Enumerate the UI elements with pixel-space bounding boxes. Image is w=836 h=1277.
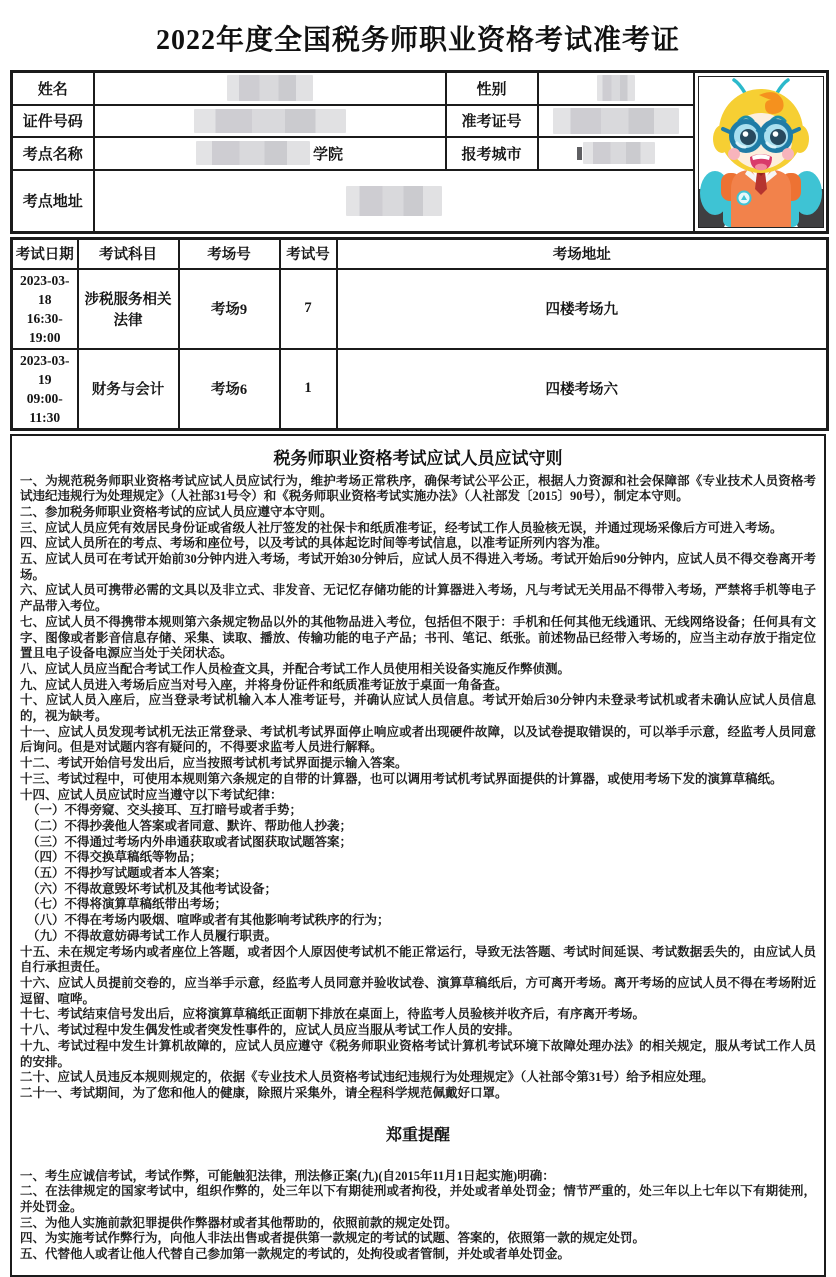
site-name-label: 考点名称: [12, 137, 94, 170]
redaction-blur: [196, 141, 310, 165]
ticket-number-value-redacted: [538, 105, 694, 138]
exam-seat-cell: 1: [280, 349, 337, 430]
schedule-header-row: [12, 239, 828, 269]
ticket-number-label: 准考证号: [446, 105, 538, 138]
redaction-blur: [227, 75, 313, 101]
exam-room-address-header: 考场地址: [337, 239, 828, 269]
city-label: 报考城市: [446, 137, 538, 170]
rule-item: 二十、应试人员违反本规则规定的，依据《专业技术人员资格考试违纪违规行为处理规定》（人社部令第31号）给予相应处理。: [20, 1070, 714, 1085]
site-name-suffix: 学院: [312, 146, 343, 163]
candidate-photo: [698, 76, 824, 228]
name-value-redacted: [94, 72, 446, 105]
rule-item: 十五、未在规定考场内或者座位上答题，或者因个人原因使考试机不能正常运行，导致无法答题、考试时间延误、考试数据丢失的，由应试人员自行承担责任。: [20, 944, 816, 975]
reminder-item: 一、考生应诚信考试，考试作弊，可能触犯法律，刑法修正案(九)(自2015年11月1日起实施)明确：: [20, 1168, 555, 1183]
site-name-value: [94, 137, 446, 170]
rules-section: [10, 434, 826, 1277]
rule-item: （四）不得交换草稿纸等物品；: [27, 850, 203, 865]
rule-item: 十、应试人员入座后，应当登录考试机输入本人准考证号，并确认应试人员信息。考试开始后30分钟内未登录考试机或者未确认应试人员信息的，视为缺考。: [20, 693, 816, 724]
rule-item: （八）不得在考场内吸烟、喧哗或者有其他影响考试秩序的行为；: [27, 913, 390, 928]
reminder-item: 五、代替他人或者让他人代替自己参加第一款规定的考试的，处拘役或者管制，并处或者单处罚金。: [20, 1247, 571, 1262]
site-address-label: 考点地址: [12, 170, 94, 233]
name-label: 姓名: [12, 72, 94, 105]
rule-item: 十八、考试过程中发生偶发性或者突发性事件的，应试人员应当服从考试工作人员的安排。: [20, 1023, 521, 1038]
rule-item: 十七、考试结束信号发出后，应将演算草稿纸正面朝下排放在桌面上，待监考人员验核并收齐后，有序离开考场。: [20, 1007, 646, 1022]
exam-room-cell: 考场6: [179, 349, 280, 430]
exam-room-header: 考场号: [179, 239, 280, 269]
schedule-row: [12, 349, 828, 430]
rule-item: （六）不得故意毁坏考试机及其他考试设备；: [27, 881, 278, 896]
redaction-blur: [553, 108, 679, 134]
reminder-item: 三、为他人实施前款犯罪提供作弊器材或者其他帮助的，依照前款的规定处罚。: [20, 1215, 458, 1230]
rule-item: 二十一、考试期间，为了您和他人的健康，除照片采集外，请全程科学规范佩戴好口罩。: [20, 1085, 508, 1100]
exam-seat-header: 考试号: [280, 239, 337, 269]
rule-item: （九）不得故意妨碍考试工作人员履行职责。: [27, 928, 278, 943]
rule-item: （五）不得抄写试题或者本人答案；: [27, 866, 228, 881]
redaction-blur: [194, 109, 346, 133]
rule-item: 三、应试人员应凭有效居民身份证或省级人社厅签发的社保卡和纸质准考证，经考试工作人员验核无误，并通过现场采像后方可进入考场。: [20, 520, 783, 535]
rule-item: 十六、应试人员提前交卷的，应当举手示意，经监考人员同意并验收试卷、演算草稿纸后，方可离开考场。离开考场的应试人员不得在考场附近逗留、喧哗。: [20, 976, 816, 1006]
rule-item: 十三、考试过程中，可使用本规则第六条规定的自带的计算器，也可以调用考试机考试界面提供的计算器，或使用考场下发的演算草稿纸。: [20, 771, 783, 786]
exam-date-cell: 2023-03-19 09:00-11:30: [12, 349, 78, 430]
rule-item: 七、应试人员不得携带本规则第六条规定物品以外的其他物品进入考位，包括但不限于：手机和任何其他无线通讯、无线网络设备；任何具有文字、图像或者影音信息存储、采集、读取、播放、传输功能的电子产品；书刊、笔记、纸张。前述物品已经带入考场的，应当主动存放于指定位置且电子设备电源应当处于关闭状态。: [20, 614, 816, 661]
reminder-heading: 郑重提醒: [385, 1126, 450, 1144]
rule-item: 六、应试人员可携带必需的文具以及非立式、非发音、无记忆存储功能的计算器进入考场，凡与考试无关用品不得带入考场，严禁将手机等电子产品带入考位。: [20, 583, 816, 614]
rule-item: 十四、应试人员应试时应当遵守以下考试纪律：: [20, 787, 283, 802]
exam-seat-cell: 7: [280, 269, 337, 349]
exam-room-address-cell: 四楼考场六: [337, 349, 828, 430]
exam-date-header: 考试日期: [12, 239, 78, 269]
rule-item: （二）不得抄袭他人答案或者同意、默许、帮助他人抄袭；: [27, 818, 353, 833]
id-number-label: 证件号码: [12, 105, 94, 138]
schedule-row: [12, 269, 828, 349]
partial-character-fragment: [577, 147, 582, 160]
rule-item: 四、应试人员所在的考点、考场和座位号，以及考试的具体起讫时间等考试信息，以准考证所列内容为准。: [20, 536, 608, 551]
candidate-info-table: [10, 70, 829, 234]
exam-subject-header: 考试科目: [78, 239, 179, 269]
rule-item: 八、应试人员应当配合考试工作人员检查文具，并配合考试工作人员使用相关设备实施反作弊侦测。: [20, 661, 571, 676]
rules-text: [20, 474, 816, 1102]
rule-item: （三）不得通过考场内外串通获取或者试图获取试题答案；: [27, 834, 353, 849]
redaction-blur: [346, 186, 442, 216]
rule-item: （七）不得将演算草稿纸带出考场；: [27, 897, 228, 912]
gender-label: 性别: [446, 72, 538, 105]
reminder-text: [20, 1169, 816, 1263]
rule-item: 十二、考试开始信号发出后，应当按照考试机考试界面提示输入答案。: [20, 756, 408, 771]
candidate-photo-cell: [694, 72, 828, 233]
rules-heading: 税务师职业资格考试应试人员应试守则: [273, 448, 563, 468]
gender-value-redacted: [538, 72, 694, 105]
exam-schedule-table: [10, 237, 829, 431]
rule-item: 一、为规范税务师职业资格考试应试人员应试行为，维护考场正常秩序，确保考试公平公正，根据人力资源和社会保障部《专业技术人员资格考试违纪违规行为处理规定》（人社部31号令）和《税务师职业资格考试实施办法》（人社部发〔2015〕90号），制定本守则。: [20, 473, 816, 504]
bee-avatar-illustration: [699, 77, 823, 227]
reminder-item: 二、在法律规定的国家考试中，组织作弊的，处三年以下有期徒刑或者拘役，并处或者单处罚金；情节严重的，处三年以上七年以下有期徒刑，并处罚金。: [20, 1184, 816, 1215]
id-number-value-redacted: [94, 105, 446, 138]
exam-room-address-cell: 四楼考场九: [337, 269, 828, 349]
exam-date-cell: 2023-03-18 16:30-19:00: [12, 269, 78, 349]
reminder-item: 四、为实施考试作弊行为，向他人非法出售或者提供第一款规定的考试的试题、答案的，依照第一款的规定处罚。: [20, 1231, 646, 1246]
page-title: 2022年度全国税务师职业资格考试准考证: [155, 25, 680, 56]
rule-item: 十九、考试过程中发生计算机故障的，应试人员应遵守《税务师职业资格考试计算机考试环境下故障处理办法》的相关规定，服从考试工作人员的安排。: [20, 1038, 816, 1069]
site-address-value-redacted: [94, 170, 694, 233]
rule-item: 十一、应试人员发现考试机无法正常登录、考试机考试界面停止响应或者出现硬件故障，以及试卷提取错误的，可以举手示意，经监考人员同意后询问。但是对试题内容有疑问的，不得要求监考人员进行解释。: [20, 724, 816, 755]
rule-item: （一）不得旁窥、交头接耳、互打暗号或者手势；: [27, 803, 303, 818]
exam-subject-cell: 涉税服务相关法律: [78, 269, 179, 349]
exam-room-cell: 考场9: [179, 269, 280, 349]
rule-item: 五、应试人员可在考试开始前30分钟内进入考场，考试开始30分钟后，应试人员不得进入考场。考试开始后90分钟内，应试人员不得交卷离开考场。: [20, 552, 816, 582]
redaction-blur: [597, 75, 635, 101]
rule-item: 九、应试人员进入考场后应当对号入座，并将身份证件和纸质准考证放于桌面一角备查。: [20, 677, 508, 692]
redaction-blur: [583, 142, 655, 164]
city-value-redacted: [538, 137, 694, 170]
rule-item: 二、参加税务师职业资格考试的应试人员应遵守本守则。: [20, 504, 333, 519]
exam-subject-cell: 财务与会计: [78, 349, 179, 430]
